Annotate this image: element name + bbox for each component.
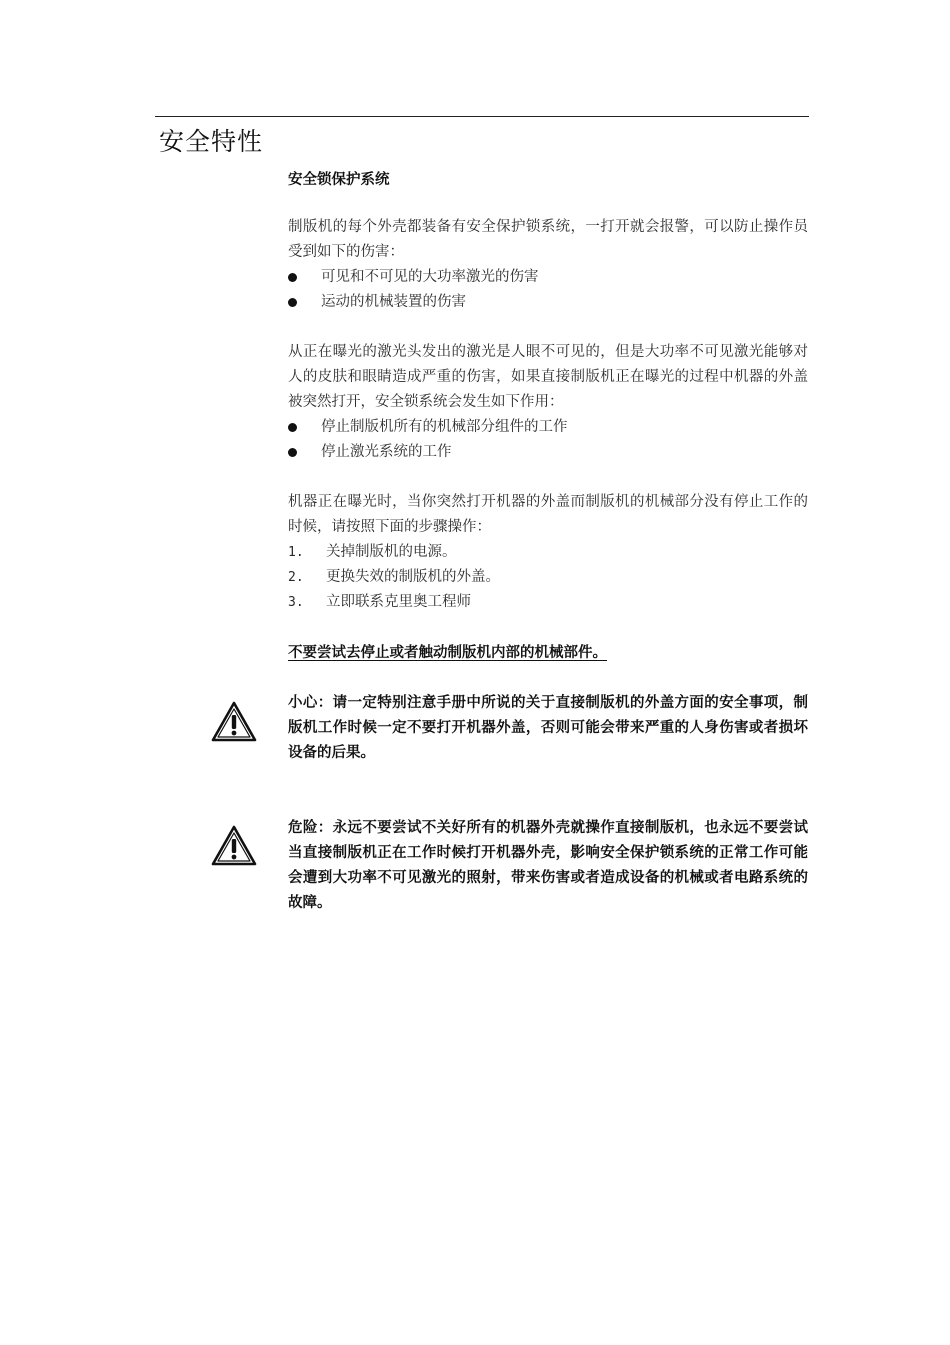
bullet-icon <box>288 298 297 307</box>
header-rule <box>155 116 809 117</box>
bullet-text: 可见和不可见的大功率激光的伤害 <box>321 269 539 285</box>
warning-triangle-icon <box>210 700 258 744</box>
bullet-text: 运动的机械装置的伤害 <box>321 294 466 310</box>
list-item <box>288 540 808 565</box>
intro-bullet-list <box>288 265 808 315</box>
page-title: 安全特性 <box>159 127 264 156</box>
step-text: 更换失效的制版机的外盖。 <box>326 569 500 585</box>
list-item <box>288 415 808 440</box>
section-heading: 安全锁保护系统 <box>288 171 390 188</box>
bullet-text: 停止制版机所有的机械部分组件的工作 <box>321 419 568 435</box>
laser-bullet-list <box>288 415 808 465</box>
step-number: 1. <box>288 545 304 560</box>
steps-list <box>288 540 808 615</box>
step-text: 立即联系克里奥工程师 <box>326 594 471 610</box>
laser-paragraph: 从正在曝光的激光头发出的激光是人眼不可见的，但是大功率不可见激光能够对人的皮肤和眼睛造成严重的伤害，如果直接制版机正在曝光的过程中机器的外盖被突然打开，安全锁系统会发生如下作用： <box>288 344 808 410</box>
danger-notice: 危险：永远不要尝试不关好所有的机器外壳就操作直接制版机，也永远不要尝试当直接制版机正在工作时候打开机器外壳，影响安全保护锁系统的正常工作可能会遭到大功率不可见激光的照射，带来伤害或者造成设备的机械或者电路系统的故障。 <box>288 819 808 911</box>
step-number: 3. <box>288 595 304 610</box>
bullet-icon <box>288 273 297 282</box>
list-item <box>288 565 808 590</box>
bullet-icon <box>288 448 297 457</box>
warning-triangle-icon <box>210 824 258 868</box>
list-item <box>288 440 808 465</box>
list-item <box>288 265 808 290</box>
caution-notice: 小心：请一定特别注意手册中所说的关于直接制版机的外盖方面的安全事项，制版机工作时候一定不要打开机器外盖，否则可能会带来严重的人身伤害或者损坏设备的后果。 <box>288 694 808 761</box>
bullet-text: 停止激光系统的工作 <box>321 444 452 460</box>
bullet-icon <box>288 423 297 432</box>
block-intro <box>288 215 808 315</box>
list-item <box>288 590 808 615</box>
step-number: 2. <box>288 570 304 585</box>
block-steps <box>288 490 808 615</box>
intro-paragraph: 制版机的每个外壳都装备有安全保护锁系统，一打开就会报警，可以防止操作员受到如下的伤害： <box>288 219 808 260</box>
steps-paragraph: 机器正在曝光时，当你突然打开机器的外盖而制版机的机械部分没有停止工作的时候，请按照下面的步骤操作： <box>288 494 808 535</box>
block-laser <box>288 340 808 465</box>
list-item <box>288 290 808 315</box>
step-text: 关掉制版机的电源。 <box>326 544 457 560</box>
warning-line: 不要尝试去停止或者触动制版机内部的机械部件。 <box>288 644 607 661</box>
